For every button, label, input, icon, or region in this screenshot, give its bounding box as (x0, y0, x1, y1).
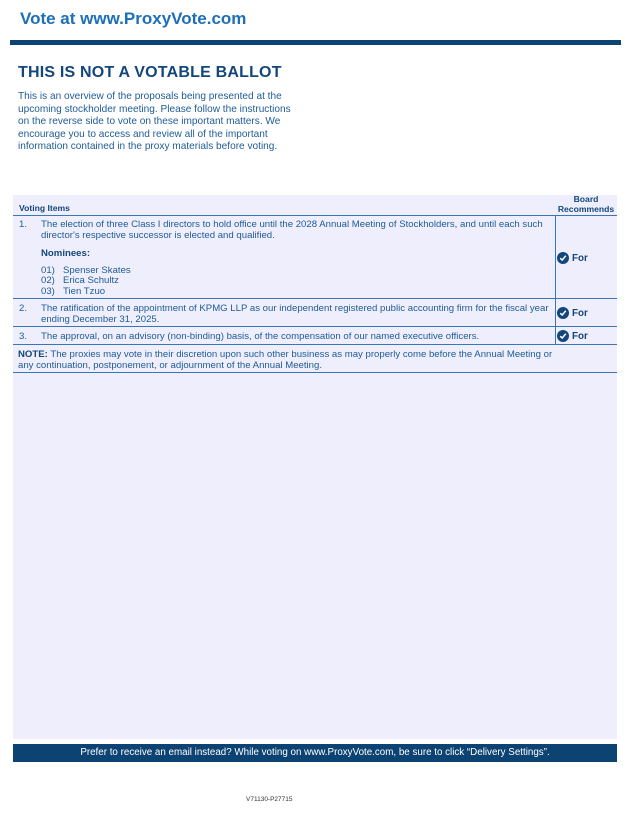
board-recommends-header (552, 194, 620, 214)
recommendation-badge (557, 330, 588, 342)
table-rule (13, 298, 617, 299)
item-number: 1. (19, 219, 28, 230)
checkmark-circle-icon (557, 330, 569, 342)
note-label: NOTE: (18, 349, 48, 360)
document-code: V71130-P27715 (246, 796, 293, 803)
item-number: 2. (19, 303, 28, 314)
page-title: THIS IS NOT A VOTABLE BALLOT (18, 64, 282, 81)
nominee-item: 03) Tien Tzuo (41, 286, 106, 297)
recommendation-label: For (572, 330, 588, 342)
site-title: Vote at www.ProxyVote.com (20, 9, 247, 28)
table-rule (13, 326, 617, 327)
checkmark-circle-icon (557, 252, 569, 264)
recommendation-badge (557, 252, 588, 264)
voting-items-header: Voting Items (19, 203, 70, 213)
nominee-item: 01) Spenser Skates (41, 265, 131, 276)
nominee-item: 02) Erica Schultz (41, 275, 119, 286)
item-number: 3. (19, 331, 28, 342)
checkmark-circle-icon (557, 307, 569, 319)
column-divider (555, 215, 556, 344)
table-rule (13, 215, 617, 216)
delivery-settings-banner: Prefer to receive an email instead? While voting on www.ProxyVote.com, be sure to click “Delivery Settings”. (13, 744, 617, 762)
top-divider (10, 40, 621, 45)
item-text: The ratification of the appointment of KPMG LLP as our independent registered public accounting firm for the fiscal year ending December 31, 2025. (41, 303, 549, 325)
recommendation-label: For (572, 307, 588, 319)
nominees-title: Nominees: (41, 248, 91, 259)
note-text (18, 349, 558, 371)
item-text: The approval, on an advisory (non-binding) basis, of the compensation of our named executive officers. (41, 331, 480, 342)
table-rule (13, 372, 617, 373)
note-body: The proxies may vote in their discretion upon such other business as may properly come before the Annual Meeting or any continuation, postponement, or adjournment of the Annual Meeting. (18, 349, 553, 371)
board-header-line: Board (573, 194, 599, 204)
recommendation-label: For (572, 252, 588, 264)
recommends-header-line: Recommends (557, 204, 615, 214)
intro-paragraph: This is an overview of the proposals being presented at the upcoming stockholder meeting. Please follow the instructions on the reverse side to vote on these important matters. We encourage you to access and review all of the important information contained in the proxy materials before voting. (18, 91, 291, 152)
table-rule (13, 344, 617, 345)
recommendation-badge (557, 307, 588, 319)
item-text: The election of three Class I directors to hold office until the 2028 Annual Meeting of Stockholders, and until each such director's respective successor is elected and qualified. (41, 219, 543, 241)
